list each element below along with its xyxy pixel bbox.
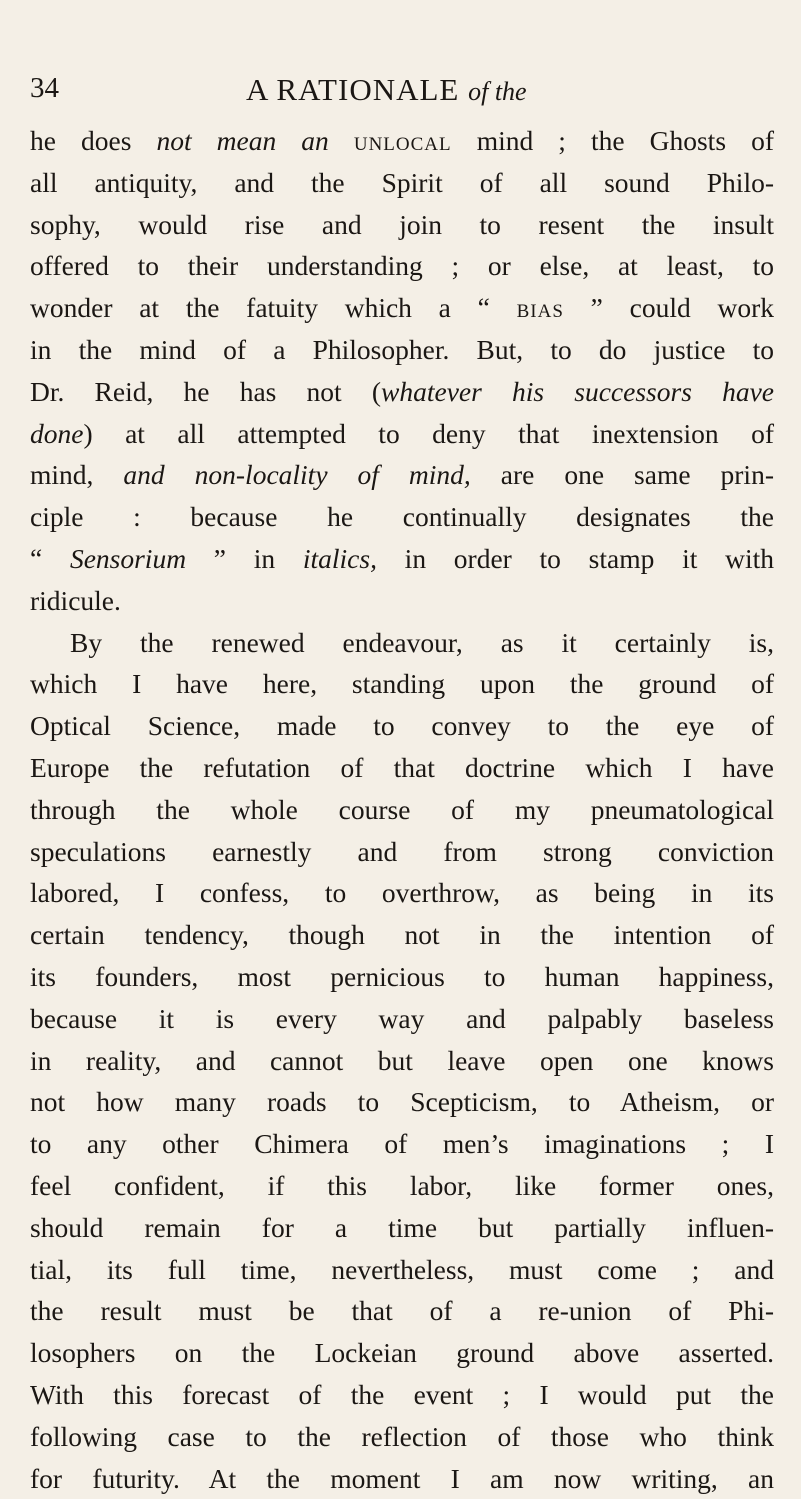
line-11-part-c: in order to stamp it with [377,543,774,574]
text-line-28: tial, its full time, nevertheless, must come ; and [30,1249,774,1291]
line-1-small-caps: unlocal [354,125,452,156]
line-8-italic: done [30,418,83,449]
text-line-23: in reality, and cannot but leave open one knows [30,1040,774,1082]
line-5-part-a: wonder at the fatuity which a “ [30,292,517,323]
text-line-20: certain tendency, though not in the intention of [30,914,774,956]
text-line-13: By the renewed endeavour, as it certainly is, [30,622,774,664]
text-line-1 [30,120,774,162]
text-line-15: Optical Science, made to convey to the eye of [30,705,774,747]
line-9-part-b: are one same prin- [471,459,774,490]
text-line-3: sophy, would rise and join to resent the insult [30,204,774,246]
text-line-2: all antiquity, and the Spirit of all sound Philo- [30,162,774,204]
running-title-main: A RATIONALE [246,72,459,107]
text-line-30: losophers on the Lockeian ground above asserted. [30,1332,774,1374]
line-11-part-b: ” in [186,543,303,574]
body-text [30,120,774,1499]
text-line-11 [30,538,774,580]
line-9-italic: and non-locality of mind, [123,459,470,490]
text-line-18: speculations earnestly and from strong conviction [30,831,774,873]
line-5-part-b: ” could work [564,292,774,323]
line-11-italic-1: Sensorium [70,543,186,574]
text-line-29: the result must be that of a re-union of Phi- [30,1290,774,1332]
text-line-8 [30,413,774,455]
text-line-6: in the mind of a Philosopher. But, to do justice to [30,329,774,371]
text-line-7 [30,371,774,413]
text-line-25: to any other Chimera of men’s imaginations ; I [30,1123,774,1165]
line-8-part-b: ) at all attempted to deny that inextension of [83,418,774,449]
line-1-italic: not mean an [156,125,328,156]
text-line-9 [30,454,774,496]
text-line-32: following case to the reflection of those who think [30,1416,774,1458]
text-line-10: ciple : because he continually designates the [30,496,774,538]
text-line-16: Europe the refutation of that doctrine which I have [30,747,774,789]
text-line-4: offered to their understanding ; or else, at least, to [30,245,774,287]
paragraph-2 [30,622,774,1499]
line-11-part-a: “ [30,543,70,574]
line-7-part-a: Dr. Reid, he has not ( [30,376,381,407]
text-line-17: through the whole course of my pneumatological [30,789,774,831]
text-line-31: With this forecast of the event ; I would put the [30,1374,774,1416]
text-line-12: ridicule. [30,580,774,622]
line-1-part-b: mind ; the Ghosts of [452,125,774,156]
line-5-small-caps: bias [517,292,564,323]
text-line-22: because it is every way and palpably baseless [30,998,774,1040]
text-line-33: for futurity. At the moment I am now writing, an [30,1458,774,1499]
line-11-italic-2: italics, [303,543,377,574]
text-line-14: which I have here, standing upon the ground of [30,663,774,705]
page-header [30,72,621,112]
running-title [246,72,527,108]
line-7-italic: whatever his successors have [381,376,774,407]
text-line-26: feel confident, if this labor, like former ones, [30,1165,774,1207]
text-line-19: labored, I confess, to overthrow, as being in its [30,872,774,914]
text-line-24: not how many roads to Scepticism, to Atheism, or [30,1081,774,1123]
paragraph-1 [30,120,774,622]
running-title-italic: of the [468,77,527,106]
line-1-part-a: he does [30,125,156,156]
text-line-21: its founders, most pernicious to human happiness, [30,956,774,998]
page-number: 34 [30,72,59,105]
text-line-5 [30,287,774,329]
line-9-part-a: mind, [30,459,123,490]
text-line-27: should remain for a time but partially influen- [30,1207,774,1249]
